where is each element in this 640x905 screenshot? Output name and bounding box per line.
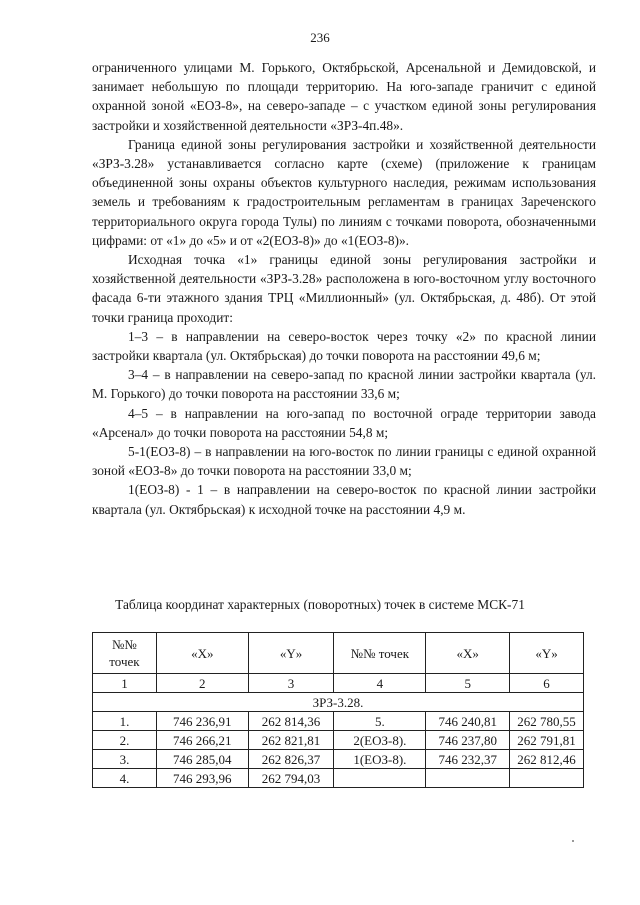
table-cell: 1(ЕОЗ-8). [334, 750, 426, 769]
column-header: «Y» [510, 633, 584, 674]
column-number: 2 [156, 674, 248, 693]
table-cell: 4. [93, 769, 157, 788]
table-cell: 746 236,91 [156, 712, 248, 731]
table-cell: 746 285,04 [156, 750, 248, 769]
column-number: 3 [248, 674, 334, 693]
table-cell: 2. [93, 731, 157, 750]
paragraph: Исходная точка «1» границы единой зоны регулирования застройки и хозяйственной деятельности «ЗРЗ-3.28» расположена в юго-восточном углу восточного фасада 6-ти этажного здания ТРЦ «Миллионный» (ул. Октябрьская, д. 48б). От этой точки граница проходит: [92, 252, 596, 325]
table-cell: 746 237,80 [426, 731, 510, 750]
column-header: №№ точек [334, 633, 426, 674]
table-row [93, 712, 584, 731]
table-cell: 1. [93, 712, 157, 731]
column-header: «X» [156, 633, 248, 674]
page-number: 236 [310, 30, 330, 45]
paragraph: 5-1(ЕОЗ-8) – в направлении на юго-восток по линии границы с единой охранной зоной «ЕОЗ-8» до точки поворота на расстоянии 33,0 м; [92, 444, 596, 479]
table-cell [426, 769, 510, 788]
table-cell [334, 769, 426, 788]
table-cell: 262 821,81 [248, 731, 334, 750]
table-cell [510, 769, 584, 788]
table-cell: 262 812,46 [510, 750, 584, 769]
table-cell: 262 780,55 [510, 712, 584, 731]
body-text [92, 58, 596, 519]
table-cell: 262 826,37 [248, 750, 334, 769]
column-number: 4 [334, 674, 426, 693]
table-caption: Таблица координат характерных (поворотных) точек в системе МСК-71 [115, 597, 525, 612]
paragraph: 3–4 – в направлении на северо-запад по красной линии застройки квартала (ул. М. Горького) до точки поворота на расстоянии 33,6 м; [92, 367, 596, 402]
table-cell: 746 232,37 [426, 750, 510, 769]
table-cell: 5. [334, 712, 426, 731]
table-cell: 262 794,03 [248, 769, 334, 788]
paragraph: Граница единой зоны регулирования застройки и хозяйственной деятельности «ЗРЗ-3.28» устанавливается согласно карте (схеме) (приложение к границам объединенной зоны охраны объектов культурного наследия, режимам использования земель и требованиям к градостроительным регламентам в границах Зареченского территориального округа города Тулы) по линиям с точками поворота, обозначенными цифрами: от «1» до «5» и от «2(ЕОЗ-8)» до «1(ЕОЗ-8)». [92, 136, 596, 248]
coordinates-table [92, 632, 584, 788]
table-cell: 746 293,96 [156, 769, 248, 788]
paragraph: 1(ЕОЗ-8) - 1 – в направлении на северо-восток по красной линии застройки квартала (ул. Октябрьская) к исходной точке на расстоянии 4,9 м. [92, 482, 596, 517]
column-number: 6 [510, 674, 584, 693]
column-number: 1 [93, 674, 157, 693]
table-header-row [93, 633, 584, 674]
table-row [93, 750, 584, 769]
table-cell: 262 791,81 [510, 731, 584, 750]
table-row [93, 769, 584, 788]
column-header: №№ точек [93, 633, 157, 674]
column-number-row [93, 674, 584, 693]
table-cell: 746 266,21 [156, 731, 248, 750]
scan-speck [572, 840, 574, 842]
table-cell: 2(ЕОЗ-8). [334, 731, 426, 750]
table-row [93, 731, 584, 750]
paragraph: ограниченного улицами М. Горького, Октябрьской, Арсенальной и Демидовской, и занимает небольшую по площади территорию. На юго-западе граничит с единой охранной зоной «ЕОЗ-8», на северо-западе – с участком единой зоны регулирования застройки и хозяйственной деятельности «ЗРЗ-4п.48». [92, 60, 596, 133]
column-number: 5 [426, 674, 510, 693]
column-header: «Y» [248, 633, 334, 674]
table-cell: 262 814,36 [248, 712, 334, 731]
table-cell: 3. [93, 750, 157, 769]
paragraph: 1–3 – в направлении на северо-восток через точку «2» по красной линии застройки квартала (ул. Октябрьская) до точки поворота на расстоянии 49,6 м; [92, 328, 596, 364]
column-header: «X» [426, 633, 510, 674]
paragraph: 4–5 – в направлении на юго-запад по восточной ограде территории завода «Арсенал» до точки поворота на расстоянии 54,8 м; [92, 405, 596, 440]
zone-label: ЗРЗ-3.28. [93, 693, 584, 712]
table-cell: 746 240,81 [426, 712, 510, 731]
zone-row [93, 693, 584, 712]
